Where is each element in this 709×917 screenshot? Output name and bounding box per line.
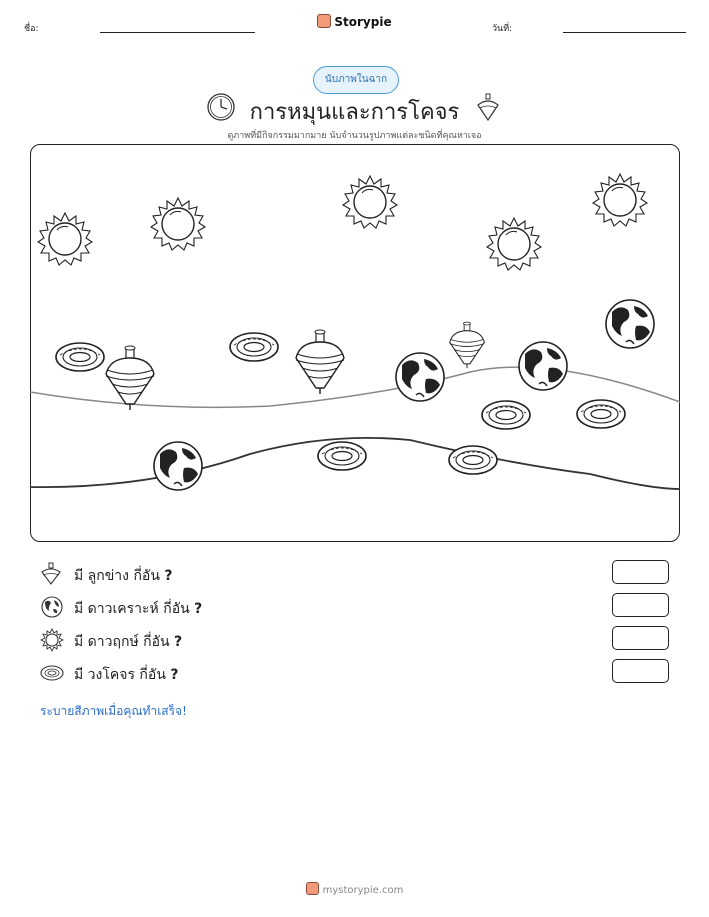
page-subtitle: ดูภาพที่มีกิจกรรมมากมาย นับจำนวนรูปภาพแต่ละชนิดที่คุณหาเจอ <box>227 131 482 141</box>
question-text: มี ลูกข่าง กี่อัน ? <box>74 568 173 584</box>
spinning-top-icon <box>476 92 500 122</box>
date-line[interactable] <box>563 32 686 33</box>
question-text: มี วงโคจร กี่อัน ? <box>74 667 179 683</box>
answer-box-planet[interactable] <box>612 593 669 617</box>
scene-illustration <box>30 144 680 542</box>
date-label: วันที่: <box>492 24 513 34</box>
footer-url[interactable]: mystorypie.com <box>322 885 404 896</box>
footer <box>0 882 709 896</box>
question-text: มี ดาวฤกษ์ กี่อัน ? <box>74 634 183 650</box>
sun-icon <box>40 628 64 652</box>
brand-logo <box>0 14 709 29</box>
page-title: การหมุนและการโคจร <box>249 100 460 125</box>
storypie-logo-icon <box>317 14 331 28</box>
answer-box-orbit[interactable] <box>612 659 669 683</box>
name-label: ชื่อ: <box>24 24 39 34</box>
planet-earth-icon <box>40 595 64 619</box>
coloring-instruction: ระบายสีภาพเมื่อคุณทำเสร็จ! <box>40 704 187 718</box>
answer-box-star[interactable] <box>612 626 669 650</box>
brand-name: Storypie <box>334 15 392 29</box>
question-text: มี ดาวเคราะห์ กี่อัน ? <box>74 601 203 617</box>
ring-icon <box>40 661 64 685</box>
storypie-logo-icon <box>306 882 319 895</box>
spinning-top-icon <box>40 562 62 586</box>
answer-box-spinning-top[interactable] <box>612 560 669 584</box>
activity-tag: นับภาพในฉาก <box>313 66 399 94</box>
name-line[interactable] <box>100 32 255 33</box>
